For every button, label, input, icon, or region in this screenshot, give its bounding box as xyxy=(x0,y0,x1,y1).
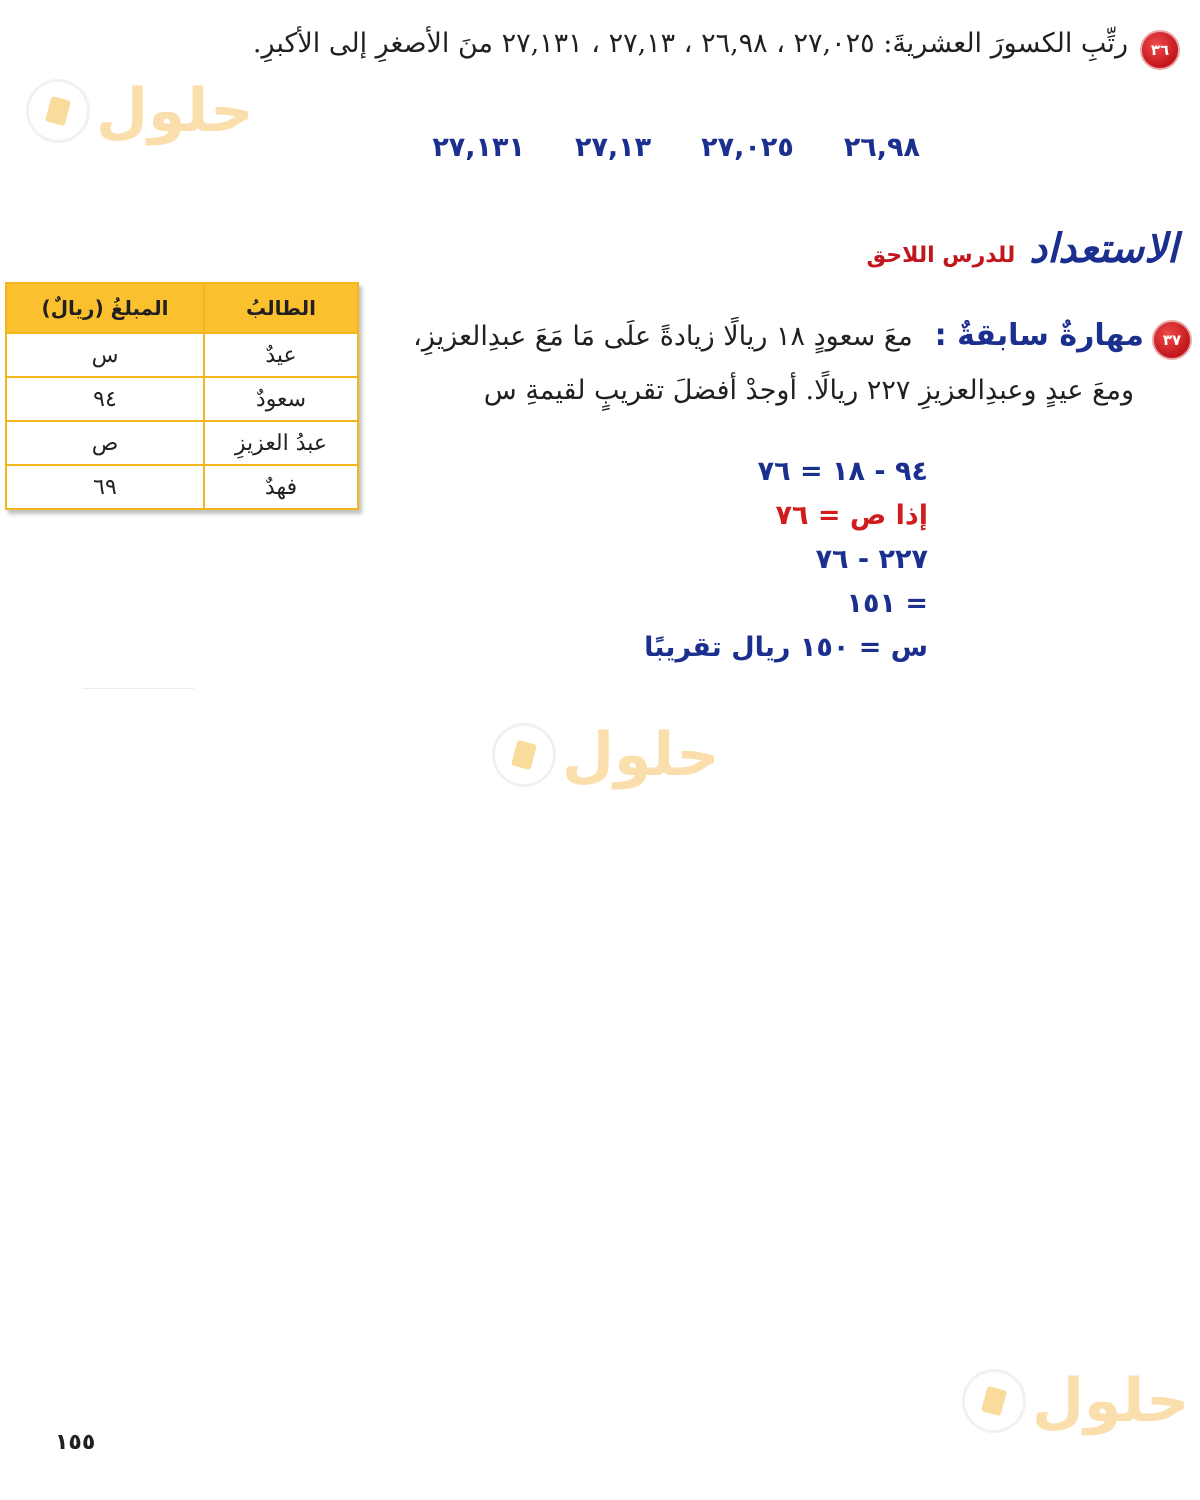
question-36-answers xyxy=(432,132,920,163)
page-number: ١٥٥ xyxy=(55,1430,96,1455)
solution-line-5: س = ١٥٠ ريال تقريبًا xyxy=(644,632,928,663)
prior-skill-label: مهارةٌ سابقةٌ : xyxy=(934,318,1144,353)
table-row xyxy=(6,465,358,509)
solution-line-4: = ١٥١ xyxy=(846,588,928,619)
section-title: الاستعداد xyxy=(1029,226,1178,272)
section-subtitle: للدرس اللاحق xyxy=(866,243,1016,268)
question-36-number-badge: ٣٦ xyxy=(1140,30,1180,70)
answer-value: ٢٧,٠٢٥ xyxy=(701,132,794,163)
table-row xyxy=(6,421,358,465)
table-cell: ٦٩ xyxy=(6,465,204,509)
students-amount-table xyxy=(5,282,359,510)
question-37-text-2: ومعَ عيدٍ وعبدِالعزيزِ ٢٢٧ ريالًا. أوجدْ أفضلَ تقريبٍ لقيمةِ س xyxy=(483,375,1134,406)
solution-line-2: إذا ص = ٧٦ xyxy=(775,500,928,531)
watermark-book-icon xyxy=(26,79,90,143)
section-heading xyxy=(866,226,1178,272)
watermark-logo: حلول xyxy=(26,76,253,146)
answer-value: ٢٦,٩٨ xyxy=(843,132,920,163)
table-cell: عيدٌ xyxy=(204,333,358,377)
watermark-logo: حلول xyxy=(962,1366,1189,1436)
table-cell: فهدٌ xyxy=(204,465,358,509)
watermark-book-icon xyxy=(492,723,556,787)
table-row xyxy=(6,377,358,421)
solution-line-3: ٢٢٧ - ٧٦ xyxy=(815,544,928,575)
answer-value: ٢٧,١٣ xyxy=(574,132,652,163)
question-37-text-1: معَ سعودٍ ١٨ ريالًا زيادةً علَى مَا مَعَ عبدِالعزيزِ، xyxy=(413,321,913,352)
question-36-text: رتِّبِ الكسورَ العشريةَ: ٢٧,٠٢٥ ، ٢٦,٩٨ ، ٢٧,١٣ ، ٢٧,١٣١ منَ الأصغرِ إلى الأكبرِ. xyxy=(252,28,1128,59)
table-header-student: الطالبُ xyxy=(204,283,358,333)
watermark-logo: حلول xyxy=(492,720,719,790)
question-37-line-1 xyxy=(413,318,1144,353)
table-cell: سعودٌ xyxy=(204,377,358,421)
divider xyxy=(82,688,194,689)
watermark-book-icon xyxy=(962,1369,1026,1433)
table-cell: عبدُ العزيزِ xyxy=(204,421,358,465)
solution-line-1: ٩٤ - ١٨ = ٧٦ xyxy=(757,456,928,487)
table-cell: ٩٤ xyxy=(6,377,204,421)
table-cell: ص xyxy=(6,421,204,465)
question-37-number-badge: ٣٧ xyxy=(1152,320,1192,360)
table-header-amount: المبلغُ (ريالٌ) xyxy=(6,283,204,333)
table-row xyxy=(6,333,358,377)
table-cell: س xyxy=(6,333,204,377)
answer-value: ٢٧,١٣١ xyxy=(432,132,525,163)
